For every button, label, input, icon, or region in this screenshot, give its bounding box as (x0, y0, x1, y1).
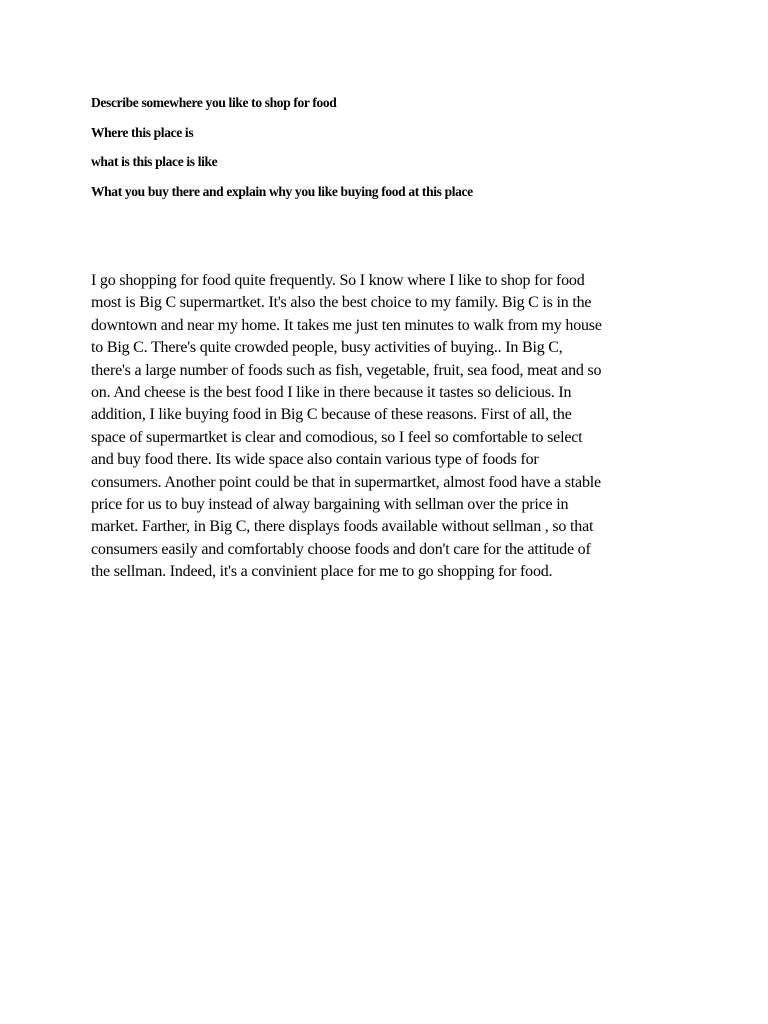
essay-line: downtown and near my home. It takes me just ten minutes to walk from my house (91, 316, 602, 334)
prompt-line: Describe somewhere you like to shop for food (91, 95, 337, 110)
essay-line: price for us to buy instead of alway bargaining with sellman over the price in (91, 496, 569, 514)
essay-line: space of supermartket is clear and comodious, so I feel so comfortable to select (91, 428, 583, 446)
essay-line: to Big C. There's quite crowded people, busy activities of buying.. In Big C, (91, 339, 563, 357)
essay-line: I go shopping for food quite frequently. So I know where I like to shop for food (91, 272, 585, 289)
essay-paragraph (91, 270, 731, 584)
essay-line: addition, I like buying food in Big C because of these reasons. First of all, the (91, 406, 572, 424)
essay-line: on. And cheese is the best food I like in there because it tastes so delicious. In (91, 384, 572, 402)
essay-line: and buy food there. Its wide space also contain various type of foods for (91, 451, 539, 469)
essay-line: there's a large number of foods such as fish, vegetable, fruit, sea food, meat and so (91, 361, 602, 379)
prompt-line: Where this place is (91, 124, 194, 140)
essay-line: most is Big C supermartket. It's also the best choice to my family. Big C is in the (91, 294, 592, 312)
essay-line: consumers easily and comfortably choose foods and don't care for the attitude of (91, 540, 591, 558)
essay-line: consumers. Another point could be that in supermartket, almost food have a stable (91, 473, 601, 491)
prompt-list (91, 94, 731, 212)
prompt-line: what is this place is like (91, 154, 218, 169)
essay-line: market. Farther, in Big C, there displays foods available without sellman , so that (91, 518, 594, 536)
prompt-line: What you buy there and explain why you like buying food at this place (91, 183, 473, 199)
essay-line: the sellman. Indeed, it's a convinient place for me to go shopping for food. (91, 563, 553, 581)
